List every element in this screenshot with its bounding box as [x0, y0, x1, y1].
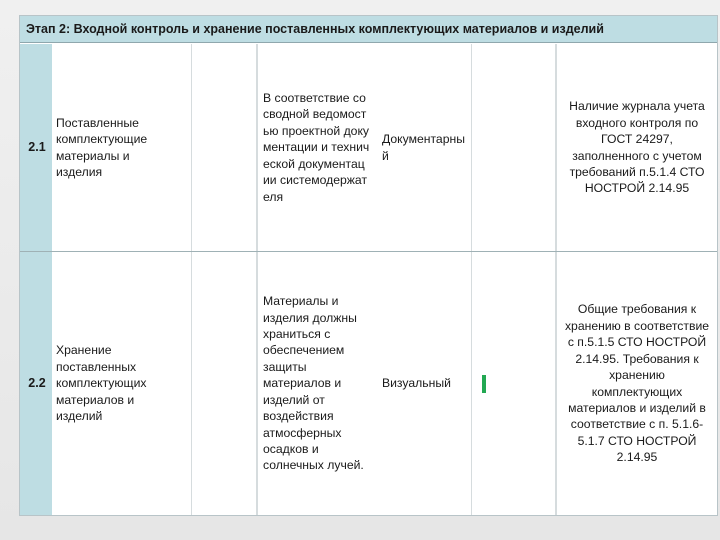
table-row [20, 44, 717, 252]
result-cell: Наличие журнала учета входного контроля по ГОСТ 24297, заполненного с учетом требований п.5.1.4 СТО НОСТРОЙ 2.14.95 [556, 44, 717, 251]
requirement-cell: Материалы и изделия должны храниться с обеспечением защиты материалов и изделий от воздействия атмосферных осадков и солнечных лучей. [257, 252, 377, 515]
empty-cell [192, 252, 257, 515]
result-cell: Общие требования к хранению в соответствие с п.5.1.5 СТО НОСТРОЙ 2.14.95. Требования к хранению комплектующих материалов и изделий в соответствие с п. 5.1.6-5.1.7 СТО НОСТРОЙ 2.14.95 [556, 252, 717, 515]
status-marker [482, 375, 486, 393]
empty-cell [192, 44, 257, 251]
control-table [19, 15, 718, 516]
stage-header: Этап 2: Входной контроль и хранение поставленных комплектующих материалов и изделий [20, 16, 717, 43]
row-title: Поставленные комплектующие материалы и изделия [52, 44, 192, 251]
table-row [20, 252, 717, 515]
requirement-cell: В соответствие со сводной ведомостью проектной документации и технической документации системодержателя [257, 44, 377, 251]
control-type-cell: Визуальный [377, 252, 472, 515]
row-number: 2.1 [20, 44, 52, 251]
control-type-cell: Документарный [377, 44, 472, 251]
mark-cell [472, 252, 556, 515]
row-title: Хранение поставленных комплектующих материалов и изделий [52, 252, 192, 515]
row-number: 2.2 [20, 252, 52, 515]
mark-cell [472, 44, 556, 251]
